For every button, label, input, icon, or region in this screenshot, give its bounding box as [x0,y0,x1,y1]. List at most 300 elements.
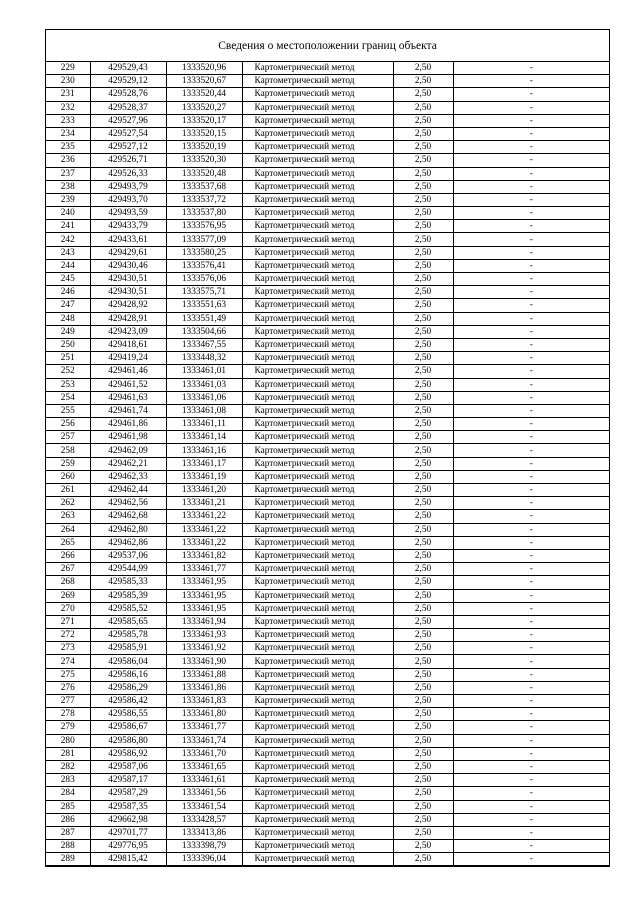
accuracy-cell: 2,50 [393,352,453,365]
method-cell: Картометрический метод [242,141,393,154]
y-coordinate-cell: 1333461,54 [166,800,242,813]
point-number-cell: 277 [46,695,90,708]
accuracy-cell: 2,50 [393,602,453,615]
description-cell: - [453,642,609,655]
y-coordinate-cell: 1333461,86 [166,681,242,694]
method-cell: Картометрический метод [242,760,393,773]
y-coordinate-cell: 1333520,96 [166,62,242,75]
y-coordinate-cell: 1333461,74 [166,734,242,747]
table-row [46,747,609,760]
x-coordinate-cell: 429586,42 [90,695,166,708]
x-coordinate-cell: 429429,61 [90,246,166,259]
y-coordinate-cell: 1333520,48 [166,167,242,180]
description-cell: - [453,681,609,694]
method-cell: Картометрический метод [242,404,393,417]
x-coordinate-cell: 429430,46 [90,259,166,272]
point-number-cell: 244 [46,259,90,272]
y-coordinate-cell: 1333461,01 [166,365,242,378]
y-coordinate-cell: 1333461,22 [166,536,242,549]
table-row [46,127,609,140]
accuracy-cell: 2,50 [393,523,453,536]
table-row [46,378,609,391]
x-coordinate-cell: 429529,43 [90,62,166,75]
y-coordinate-cell: 1333461,77 [166,721,242,734]
method-cell: Картометрический метод [242,338,393,351]
y-coordinate-cell: 1333461,92 [166,642,242,655]
method-cell: Картометрический метод [242,299,393,312]
point-number-cell: 282 [46,760,90,773]
x-coordinate-cell: 429461,74 [90,404,166,417]
y-coordinate-cell: 1333461,95 [166,602,242,615]
method-cell: Картометрический метод [242,826,393,839]
description-cell: - [453,418,609,431]
y-coordinate-cell: 1333461,61 [166,774,242,787]
description-cell: - [453,101,609,114]
point-number-cell: 266 [46,549,90,562]
accuracy-cell: 2,50 [393,114,453,127]
point-number-cell: 253 [46,378,90,391]
description-cell: - [453,259,609,272]
method-cell: Картометрический метод [242,457,393,470]
accuracy-cell: 2,50 [393,615,453,628]
method-cell: Картометрический метод [242,747,393,760]
table-row [46,840,609,853]
x-coordinate-cell: 429529,12 [90,75,166,88]
point-number-cell: 242 [46,233,90,246]
x-coordinate-cell: 429428,91 [90,312,166,325]
description-cell: - [453,853,609,866]
x-coordinate-cell: 429418,61 [90,338,166,351]
description-cell: - [453,378,609,391]
method-cell: Картометрический метод [242,840,393,853]
accuracy-cell: 2,50 [393,273,453,286]
x-coordinate-cell: 429462,86 [90,536,166,549]
x-coordinate-cell: 429587,35 [90,800,166,813]
description-cell: - [453,563,609,576]
accuracy-cell: 2,50 [393,193,453,206]
point-number-cell: 260 [46,470,90,483]
description-cell: - [453,352,609,365]
method-cell: Картометрический метод [242,655,393,668]
table-row [46,75,609,88]
description-cell: - [453,154,609,167]
y-coordinate-cell: 1333461,82 [166,549,242,562]
accuracy-cell: 2,50 [393,207,453,220]
point-number-cell: 275 [46,668,90,681]
table-row [46,180,609,193]
table-row [46,853,609,866]
x-coordinate-cell: 429528,37 [90,101,166,114]
table-row [46,681,609,694]
y-coordinate-cell: 1333461,65 [166,760,242,773]
method-cell: Картометрический метод [242,800,393,813]
table-row [46,220,609,233]
description-cell: - [453,826,609,839]
accuracy-cell: 2,50 [393,681,453,694]
y-coordinate-cell: 1333520,44 [166,88,242,101]
x-coordinate-cell: 429462,33 [90,470,166,483]
method-cell: Картометрический метод [242,391,393,404]
table-row [46,602,609,615]
accuracy-cell: 2,50 [393,563,453,576]
description-cell: - [453,457,609,470]
point-number-cell: 272 [46,629,90,642]
table-row [46,576,609,589]
point-number-cell: 233 [46,114,90,127]
point-number-cell: 276 [46,681,90,694]
method-cell: Картометрический метод [242,774,393,787]
table-row [46,787,609,800]
description-cell: - [453,207,609,220]
point-number-cell: 268 [46,576,90,589]
method-cell: Картометрический метод [242,444,393,457]
x-coordinate-cell: 429585,33 [90,576,166,589]
y-coordinate-cell: 1333461,19 [166,470,242,483]
point-number-cell: 261 [46,484,90,497]
point-number-cell: 249 [46,325,90,338]
y-coordinate-cell: 1333461,16 [166,444,242,457]
y-coordinate-cell: 1333461,11 [166,418,242,431]
method-cell: Картометрический метод [242,325,393,338]
y-coordinate-cell: 1333461,14 [166,431,242,444]
y-coordinate-cell: 1333504,66 [166,325,242,338]
description-cell: - [453,141,609,154]
method-cell: Картометрический метод [242,273,393,286]
x-coordinate-cell: 429419,24 [90,352,166,365]
description-cell: - [453,404,609,417]
table-row [46,629,609,642]
table-row [46,246,609,259]
method-cell: Картометрический метод [242,259,393,272]
table-row [46,352,609,365]
table-row [46,167,609,180]
method-cell: Картометрический метод [242,523,393,536]
x-coordinate-cell: 429586,29 [90,681,166,694]
accuracy-cell: 2,50 [393,826,453,839]
accuracy-cell: 2,50 [393,286,453,299]
x-coordinate-cell: 429587,17 [90,774,166,787]
point-number-cell: 256 [46,418,90,431]
accuracy-cell: 2,50 [393,787,453,800]
accuracy-cell: 2,50 [393,629,453,642]
table-row [46,734,609,747]
y-coordinate-cell: 1333520,30 [166,154,242,167]
x-coordinate-cell: 429585,78 [90,629,166,642]
table-row [46,721,609,734]
accuracy-cell: 2,50 [393,299,453,312]
x-coordinate-cell: 429586,67 [90,721,166,734]
method-cell: Картометрический метод [242,431,393,444]
accuracy-cell: 2,50 [393,655,453,668]
x-coordinate-cell: 429585,91 [90,642,166,655]
accuracy-cell: 2,50 [393,708,453,721]
table-row [46,404,609,417]
x-coordinate-cell: 429586,92 [90,747,166,760]
y-coordinate-cell: 1333396,04 [166,853,242,866]
accuracy-cell: 2,50 [393,813,453,826]
x-coordinate-cell: 429462,80 [90,523,166,536]
description-cell: - [453,602,609,615]
table-row [46,259,609,272]
table-row [46,154,609,167]
table-row [46,312,609,325]
point-number-cell: 259 [46,457,90,470]
x-coordinate-cell: 429528,76 [90,88,166,101]
y-coordinate-cell: 1333448,32 [166,352,242,365]
y-coordinate-cell: 1333461,22 [166,523,242,536]
description-cell: - [453,747,609,760]
description-cell: - [453,220,609,233]
x-coordinate-cell: 429662,98 [90,813,166,826]
point-number-cell: 267 [46,563,90,576]
y-coordinate-cell: 1333576,06 [166,273,242,286]
accuracy-cell: 2,50 [393,497,453,510]
y-coordinate-cell: 1333461,70 [166,747,242,760]
table-row [46,233,609,246]
point-number-cell: 284 [46,787,90,800]
description-cell: - [453,708,609,721]
x-coordinate-cell: 429544,99 [90,563,166,576]
point-number-cell: 243 [46,246,90,259]
description-cell: - [453,193,609,206]
accuracy-cell: 2,50 [393,774,453,787]
accuracy-cell: 2,50 [393,391,453,404]
point-number-cell: 263 [46,510,90,523]
point-number-cell: 247 [46,299,90,312]
description-cell: - [453,734,609,747]
accuracy-cell: 2,50 [393,246,453,259]
description-cell: - [453,668,609,681]
method-cell: Картометрический метод [242,246,393,259]
point-number-cell: 278 [46,708,90,721]
accuracy-cell: 2,50 [393,695,453,708]
table-row [46,101,609,114]
method-cell: Картометрический метод [242,642,393,655]
accuracy-cell: 2,50 [393,721,453,734]
x-coordinate-cell: 429462,44 [90,484,166,497]
accuracy-cell: 2,50 [393,141,453,154]
method-cell: Картометрический метод [242,75,393,88]
description-cell: - [453,470,609,483]
accuracy-cell: 2,50 [393,431,453,444]
table-row [46,563,609,576]
point-number-cell: 231 [46,88,90,101]
y-coordinate-cell: 1333537,80 [166,207,242,220]
x-coordinate-cell: 429423,09 [90,325,166,338]
x-coordinate-cell: 429587,06 [90,760,166,773]
x-coordinate-cell: 429462,09 [90,444,166,457]
point-number-cell: 288 [46,840,90,853]
accuracy-cell: 2,50 [393,259,453,272]
description-cell: - [453,695,609,708]
description-cell: - [453,444,609,457]
x-coordinate-cell: 429461,63 [90,391,166,404]
table-row [46,62,609,75]
x-coordinate-cell: 429527,12 [90,141,166,154]
accuracy-cell: 2,50 [393,365,453,378]
description-cell: - [453,273,609,286]
x-coordinate-cell: 429585,39 [90,589,166,602]
table-row [46,325,609,338]
table-row [46,484,609,497]
accuracy-cell: 2,50 [393,470,453,483]
point-number-cell: 273 [46,642,90,655]
accuracy-cell: 2,50 [393,233,453,246]
y-coordinate-cell: 1333461,95 [166,589,242,602]
table-row [46,273,609,286]
accuracy-cell: 2,50 [393,457,453,470]
method-cell: Картометрический метод [242,695,393,708]
y-coordinate-cell: 1333461,77 [166,563,242,576]
description-cell: - [453,536,609,549]
x-coordinate-cell: 429815,42 [90,853,166,866]
y-coordinate-cell: 1333461,90 [166,655,242,668]
table-row [46,141,609,154]
x-coordinate-cell: 429462,68 [90,510,166,523]
point-number-cell: 241 [46,220,90,233]
y-coordinate-cell: 1333461,06 [166,391,242,404]
accuracy-cell: 2,50 [393,734,453,747]
description-cell: - [453,787,609,800]
table-row [46,299,609,312]
point-number-cell: 230 [46,75,90,88]
point-number-cell: 240 [46,207,90,220]
method-cell: Картометрический метод [242,602,393,615]
y-coordinate-cell: 1333551,63 [166,299,242,312]
point-number-cell: 250 [46,338,90,351]
accuracy-cell: 2,50 [393,404,453,417]
method-cell: Картометрический метод [242,681,393,694]
x-coordinate-cell: 429585,65 [90,615,166,628]
x-coordinate-cell: 429461,86 [90,418,166,431]
y-coordinate-cell: 1333551,49 [166,312,242,325]
method-cell: Картометрический метод [242,470,393,483]
x-coordinate-cell: 429526,71 [90,154,166,167]
point-number-cell: 271 [46,615,90,628]
method-cell: Картометрический метод [242,734,393,747]
table-row [46,615,609,628]
y-coordinate-cell: 1333461,08 [166,404,242,417]
method-cell: Картометрический метод [242,220,393,233]
table-row [46,668,609,681]
table-row [46,207,609,220]
table-row [46,826,609,839]
x-coordinate-cell: 429493,70 [90,193,166,206]
accuracy-cell: 2,50 [393,127,453,140]
y-coordinate-cell: 1333461,22 [166,510,242,523]
accuracy-cell: 2,50 [393,853,453,866]
table-row [46,800,609,813]
accuracy-cell: 2,50 [393,589,453,602]
point-number-cell: 274 [46,655,90,668]
x-coordinate-cell: 429430,51 [90,286,166,299]
table-row [46,523,609,536]
description-cell: - [453,615,609,628]
y-coordinate-cell: 1333467,55 [166,338,242,351]
method-cell: Картометрический метод [242,629,393,642]
accuracy-cell: 2,50 [393,75,453,88]
point-number-cell: 281 [46,747,90,760]
point-number-cell: 229 [46,62,90,75]
method-cell: Картометрический метод [242,352,393,365]
method-cell: Картометрический метод [242,589,393,602]
document-title: Сведения о местоположении границ объекта [46,30,609,62]
description-cell: - [453,523,609,536]
accuracy-cell: 2,50 [393,378,453,391]
y-coordinate-cell: 1333413,86 [166,826,242,839]
point-number-cell: 283 [46,774,90,787]
table-row [46,642,609,655]
description-cell: - [453,167,609,180]
y-coordinate-cell: 1333576,41 [166,259,242,272]
x-coordinate-cell: 429587,29 [90,787,166,800]
method-cell: Картометрический метод [242,563,393,576]
description-cell: - [453,800,609,813]
table-row [46,549,609,562]
table-row [46,431,609,444]
accuracy-cell: 2,50 [393,536,453,549]
method-cell: Картометрический метод [242,88,393,101]
description-cell: - [453,286,609,299]
accuracy-cell: 2,50 [393,88,453,101]
y-coordinate-cell: 1333580,25 [166,246,242,259]
table-row [46,418,609,431]
y-coordinate-cell: 1333537,72 [166,193,242,206]
point-number-cell: 252 [46,365,90,378]
accuracy-cell: 2,50 [393,800,453,813]
point-number-cell: 262 [46,497,90,510]
description-cell: - [453,813,609,826]
method-cell: Картометрический метод [242,853,393,866]
point-number-cell: 248 [46,312,90,325]
accuracy-cell: 2,50 [393,576,453,589]
description-cell: - [453,431,609,444]
accuracy-cell: 2,50 [393,444,453,457]
method-cell: Картометрический метод [242,154,393,167]
x-coordinate-cell: 429428,92 [90,299,166,312]
description-cell: - [453,312,609,325]
point-number-cell: 280 [46,734,90,747]
accuracy-cell: 2,50 [393,312,453,325]
x-coordinate-cell: 429461,52 [90,378,166,391]
point-number-cell: 265 [46,536,90,549]
description-cell: - [453,325,609,338]
method-cell: Картометрический метод [242,233,393,246]
boundary-document [45,29,610,867]
x-coordinate-cell: 429701,77 [90,826,166,839]
table-row [46,391,609,404]
y-coordinate-cell: 1333576,95 [166,220,242,233]
description-cell: - [453,180,609,193]
method-cell: Картометрический метод [242,576,393,589]
table-row [46,695,609,708]
accuracy-cell: 2,50 [393,747,453,760]
x-coordinate-cell: 429493,79 [90,180,166,193]
description-cell: - [453,233,609,246]
y-coordinate-cell: 1333575,71 [166,286,242,299]
table-row [46,774,609,787]
description-cell: - [453,629,609,642]
point-number-cell: 264 [46,523,90,536]
description-cell: - [453,88,609,101]
description-cell: - [453,510,609,523]
point-number-cell: 286 [46,813,90,826]
method-cell: Картометрический метод [242,418,393,431]
point-number-cell: 258 [46,444,90,457]
accuracy-cell: 2,50 [393,325,453,338]
table-row [46,760,609,773]
x-coordinate-cell: 429430,51 [90,273,166,286]
